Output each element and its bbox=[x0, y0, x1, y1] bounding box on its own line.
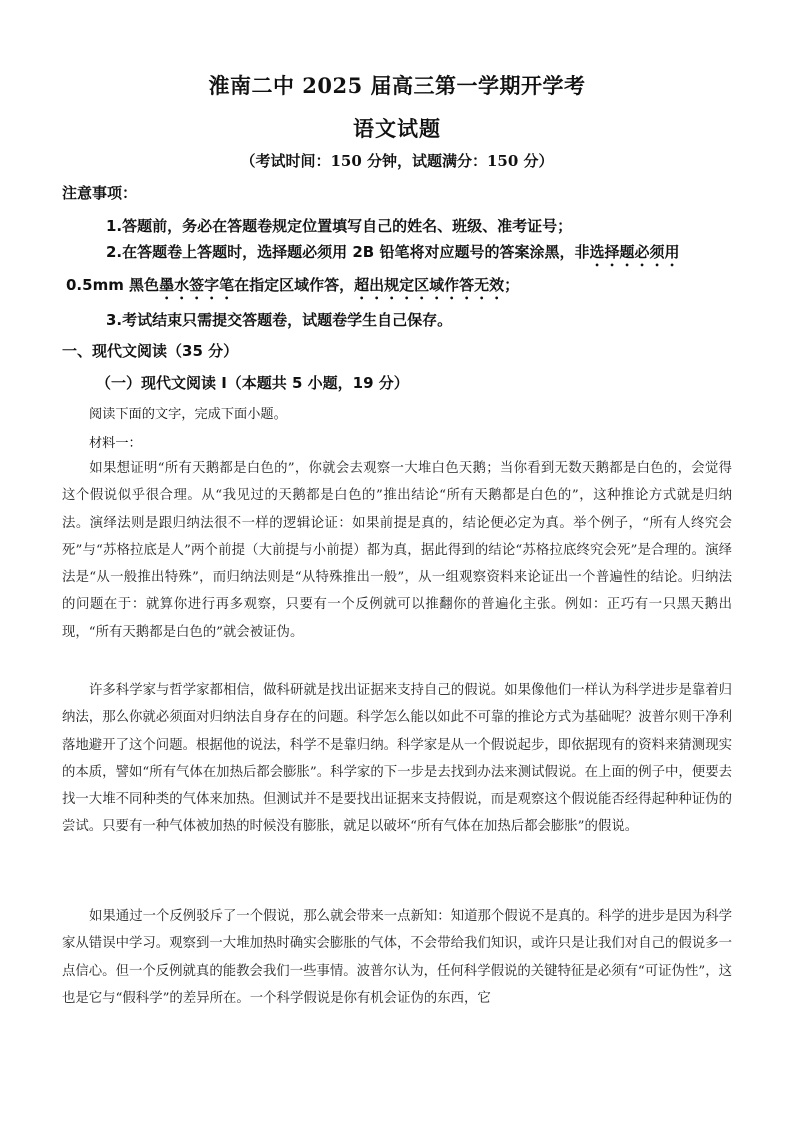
exam-info: （考试时间：150 分钟，试题满分：150 分） bbox=[240, 152, 554, 170]
notice-item-2-text: 2.在答题卷上答题时，选择题必须用 2B 铅笔将对应题号的答案涂黑，非 bbox=[106, 243, 590, 261]
paragraph-1 bbox=[62, 455, 732, 646]
notice-emphasis-2: 墨水签字笔 bbox=[159, 276, 235, 294]
paragraph-1-text: 如果想证明“所有天鹅都是白色的”，你就会去观察一大堆白色天鹅；当你看到无数天鹅都是白色的，会觉得这个假说似乎很合理。从“我见过的天鹅都是白色的”推出结论“所有天鹅都是白色的”，这种推论方式就是归纳法。演绎法则是跟归纳法很不一样的逻辑论证：如果前提是真的，结论便必定为真。举个例子，“所有人终究会死”与“苏格拉底是人”两个前提（大前提与小前提）都为真，据此得到的结论“苏格拉底终究会死”是合理的。演绎法是“从一般推出特殊”，而归纳法则是“从特殊推出一般”，从一组观察资料来论证出一个普遍性的结论。归纳法的问题在于：就算你进行再多观察，只要有一个反例就可以推翻你的普遍化主张。例如：正巧有一只黑天鹅出现，“所有天鹅都是白色的”就会被证伪。 bbox=[62, 461, 732, 640]
notice-item-1: 1.答题前，务必在答题卷规定位置填写自己的姓名、班级、准考证号； bbox=[106, 217, 573, 235]
notice-item-2-line-2 bbox=[66, 274, 519, 303]
reading-instruction: 阅读下面的文字，完成下面小题。 bbox=[89, 407, 287, 422]
subsection-heading: （一）现代文阅读 I（本题共 5 小题，19 分） bbox=[96, 374, 409, 392]
paragraph-3-text: 如果通过一个反例驳斥了一个假说，那么就会带来一点新知：知道那个假说不是真的。科学的进步是因为科学家从错误中学习。观察到一大堆加热时确实会膨胀的气体，不会带给我们知识，或许只是让我们对自己的假说多一点信心。但一个反例就真的能教会我们一些事情。波普尔认为，任何科学假说的关键特征是必须有“可证伪性”，这也是它与“假科学”的差异所在。一个科学假说是你有机会证伪的东西，它 bbox=[62, 909, 732, 1006]
notice-emphasis-3: 超出规定区域作答无效 bbox=[354, 276, 505, 294]
paragraph-3 bbox=[62, 903, 732, 1012]
exam-title: 淮南二中 2025 届高三第一学期开学考 bbox=[208, 73, 586, 98]
notice-heading: 注意事项： bbox=[62, 184, 138, 202]
material-label: 材料一： bbox=[89, 436, 142, 451]
notice-item-2-text-3: 在指定区域作答， bbox=[234, 276, 355, 294]
notice-item-3: 3.考试结束只需提交答题卷，试题卷学生自己保存。 bbox=[106, 311, 453, 329]
notice-item-2-text-2: 0.5mm 黑色 bbox=[66, 276, 160, 294]
notice-emphasis-1: 选择题必须用 bbox=[589, 243, 680, 261]
notice-item-2-text-4: ； bbox=[504, 276, 520, 294]
subject-title: 语文试题 bbox=[353, 116, 441, 141]
paragraph-2-text: 许多科学家与哲学家都相信，做科研就是找出证据来支持自己的假说。如果像他们一样认为科学进步是靠着归纳法，那么你就必须面对归纳法自身存在的问题。科学怎么能以如此不可靠的推论方式为基础呢？波普尔则干净利落地避开了这个问题。根据他的说法，科学不是靠归纳。科学家是从一个假说起步，即依据现有的资料来猜测现实的本质，譬如“所有气体在加热后都会膨胀”。科学家的下一步是去找到办法来测试假说。在上面的例子中，便要去找一大堆不同种类的气体来加热。但测试并不是要找出证据来支持假说，而是观察这个假说能否经得起种种证伪的尝试。只要有一种气体被加热的时候没有膨胀，就足以破坏“所有气体在加热后都会膨胀”的假说。 bbox=[62, 683, 732, 835]
section-heading: 一、现代文阅读（35 分） bbox=[62, 342, 239, 360]
paragraph-2 bbox=[62, 677, 732, 841]
notice-item-2-line-1 bbox=[106, 241, 679, 270]
